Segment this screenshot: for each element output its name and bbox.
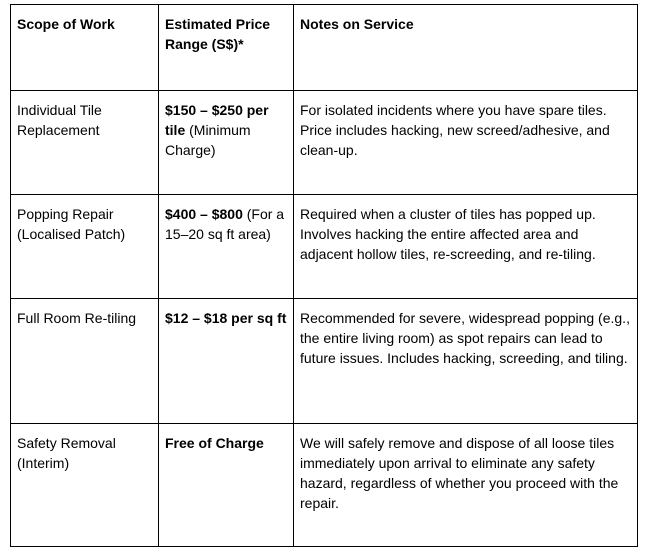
scope-cell: Safety Removal (Interim) bbox=[11, 424, 159, 547]
notes-cell: For isolated incidents where you have spare tiles. Price includes hacking, new screed/adhesive, and clean-up. bbox=[294, 91, 638, 195]
notes-cell: Recommended for severe, widespread popping (e.g., the entire living room) as spot repairs can lead to future issues. Includes hacking, screeding, and tiling. bbox=[294, 299, 638, 424]
pricing-table bbox=[10, 4, 638, 547]
scope-cell: Individual Tile Replacement bbox=[11, 91, 159, 195]
price-cell bbox=[159, 299, 294, 424]
table-row bbox=[11, 91, 638, 195]
table-row bbox=[11, 424, 638, 547]
price-cell bbox=[159, 91, 294, 195]
notes-cell: We will safely remove and dispose of all loose tiles immediately upon arrival to eliminate any safety hazard, regardless of whether you proceed with the repair. bbox=[294, 424, 638, 547]
table-row bbox=[11, 299, 638, 424]
table-header-row bbox=[11, 5, 638, 91]
price-qualifier: (For a 15–20 sq ft area) bbox=[165, 206, 285, 242]
price-amount: $12 – $18 per sq ft bbox=[165, 310, 287, 326]
scope-cell: Full Room Re-tiling bbox=[11, 299, 159, 424]
price-amount: $150 – $250 per tile bbox=[165, 102, 269, 138]
header-estimated-price-range: Estimated Price Range (S$)* bbox=[159, 5, 294, 91]
table-row bbox=[11, 195, 638, 299]
scope-cell: Popping Repair (Localised Patch) bbox=[11, 195, 159, 299]
price-cell bbox=[159, 195, 294, 299]
price-amount: Free of Charge bbox=[165, 435, 264, 451]
price-cell bbox=[159, 424, 294, 547]
header-notes-on-service: Notes on Service bbox=[294, 5, 638, 91]
notes-cell: Required when a cluster of tiles has popped up. Involves hacking the entire affected area and adjacent hollow tiles, re-screeding, and re-tiling. bbox=[294, 195, 638, 299]
header-scope-of-work: Scope of Work bbox=[11, 5, 159, 91]
price-qualifier: (Minimum Charge) bbox=[165, 122, 251, 158]
price-amount: $400 – $800 bbox=[165, 206, 243, 222]
